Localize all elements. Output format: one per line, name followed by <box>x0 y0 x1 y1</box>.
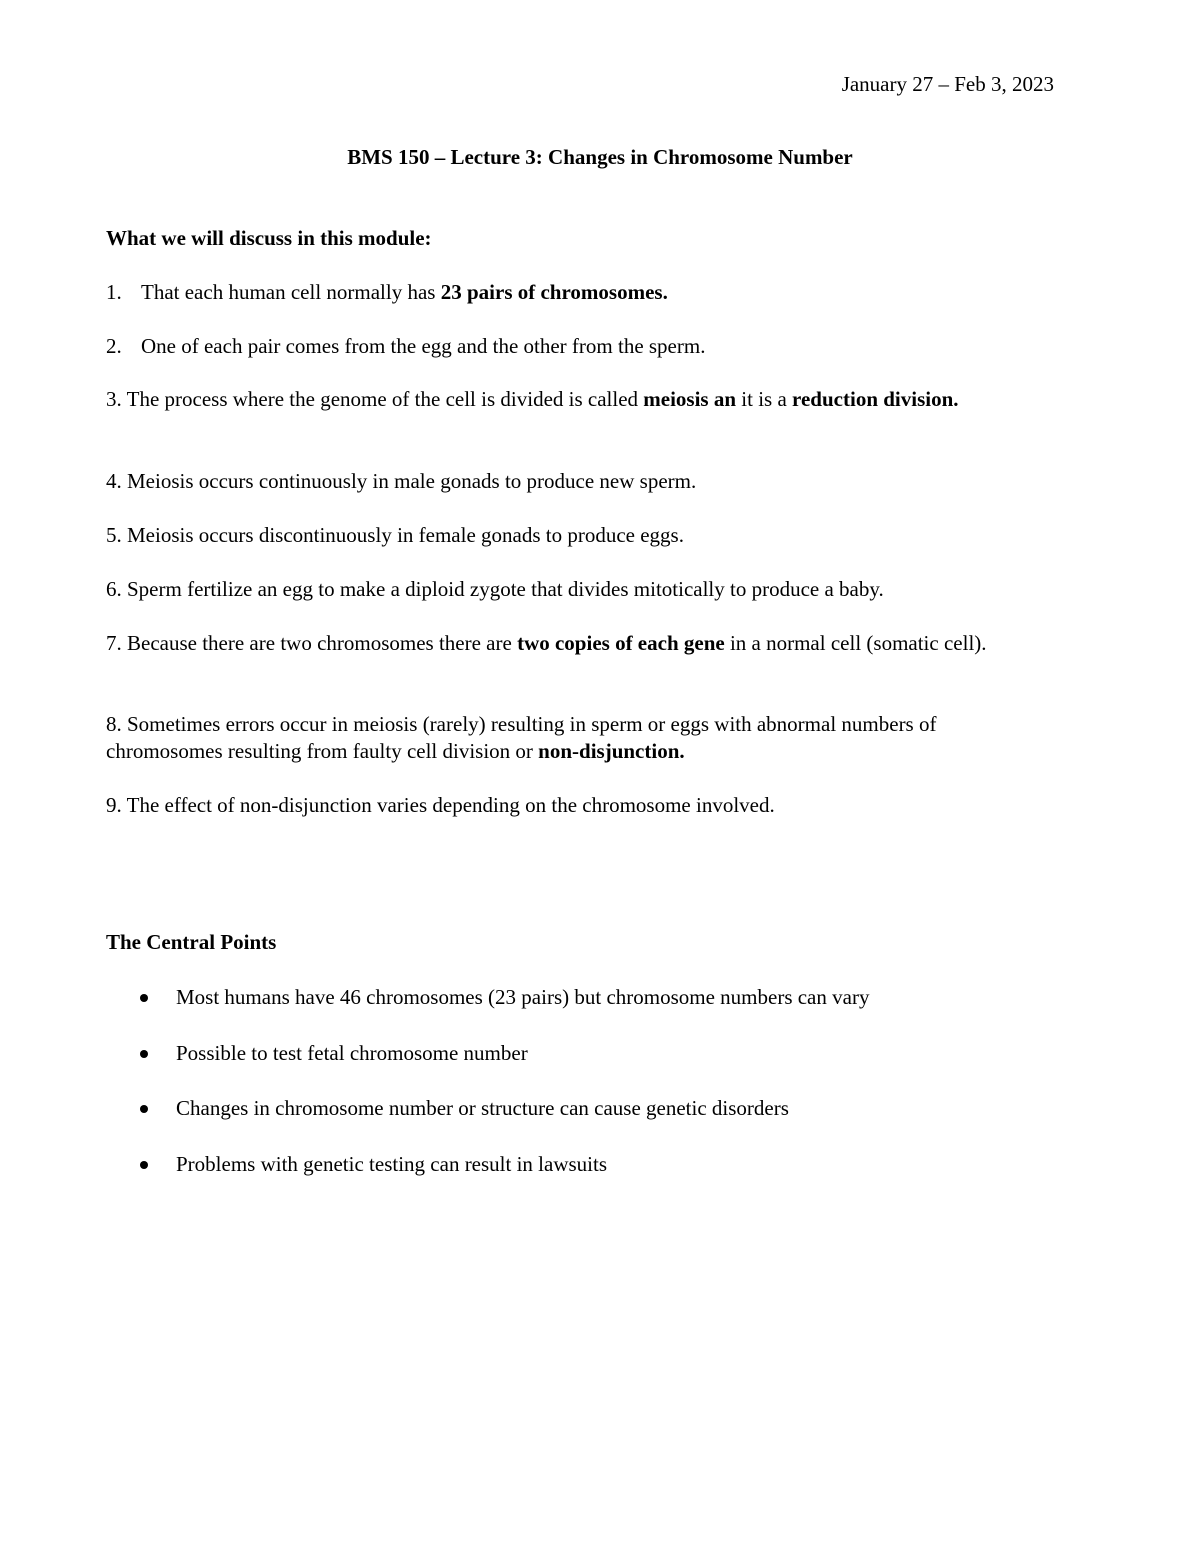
item-number: 5. <box>106 523 122 547</box>
list-item <box>106 333 1056 360</box>
item-text: Meiosis occurs discontinuously in female gonads to produce eggs. <box>121 523 684 547</box>
list-item <box>106 630 1051 657</box>
item-number: 1. <box>106 280 122 304</box>
bullet-icon <box>140 1050 148 1058</box>
item-text: Meiosis occurs continuously in male gonads to produce new sperm. <box>121 469 697 493</box>
item-bold-text: two copies of each gene <box>517 631 725 655</box>
item-number: 9. <box>106 793 122 817</box>
item-text: The effect of non-disjunction varies depending on the chromosome involved. <box>121 793 775 817</box>
item-text: Sometimes errors occur in meiosis (rarely) resulting in sperm or eggs with abnormal numbers of chromosomes resulting from faulty cell division or <box>106 712 937 763</box>
item-number: 4. <box>106 469 122 493</box>
item-number: 8. <box>106 712 122 736</box>
item-text: Sperm fertilize an egg to make a diploid zygote that divides mitotically to produce a baby. <box>121 577 884 601</box>
item-text: The process where the genome of the cell is divided is called <box>121 387 644 411</box>
item-text: Because there are two chromosomes there are <box>121 631 518 655</box>
bullet-text: Possible to test fetal chromosome number <box>176 1041 528 1065</box>
item-number: 3. <box>106 387 122 411</box>
document-title: BMS 150 – Lecture 3: Changes in Chromosome Number <box>347 145 853 169</box>
bullet-text: Changes in chromosome number or structure can cause genetic disorders <box>176 1096 789 1120</box>
item-text: in a normal cell (somatic cell). <box>724 631 987 655</box>
item-number: 2. <box>106 334 122 358</box>
list-item <box>106 468 1056 495</box>
bullet-icon <box>140 994 148 1002</box>
bullet-text: Problems with genetic testing can result in lawsuits <box>176 1152 608 1176</box>
list-item <box>106 711 1051 765</box>
list-item <box>106 576 1056 603</box>
item-bold-text: non-disjunction. <box>538 739 685 763</box>
bullet-icon <box>140 1105 148 1113</box>
item-bold-text: meiosis an <box>643 387 737 411</box>
bullet-icon <box>140 1161 148 1169</box>
item-bold-text: 23 pairs of chromosomes. <box>440 280 668 304</box>
module-heading: What we will discuss in this module: <box>106 226 432 250</box>
item-number: 6. <box>106 577 122 601</box>
bullet-text: Most humans have 46 chromosomes (23 pairs) but chromosome numbers can vary <box>176 985 870 1009</box>
list-item <box>106 386 996 413</box>
document-date: January 27 – Feb 3, 2023 <box>841 72 1054 96</box>
list-item <box>106 522 1056 549</box>
item-text: One of each pair comes from the egg and the other from the sperm. <box>141 334 706 358</box>
item-number: 7. <box>106 631 122 655</box>
list-item <box>106 279 1056 306</box>
central-points-heading: The Central Points <box>106 930 277 954</box>
item-bold-text: reduction division. <box>792 387 959 411</box>
item-text: That each human cell normally has <box>141 280 441 304</box>
item-text: it is a <box>736 387 793 411</box>
list-item <box>106 792 1056 819</box>
